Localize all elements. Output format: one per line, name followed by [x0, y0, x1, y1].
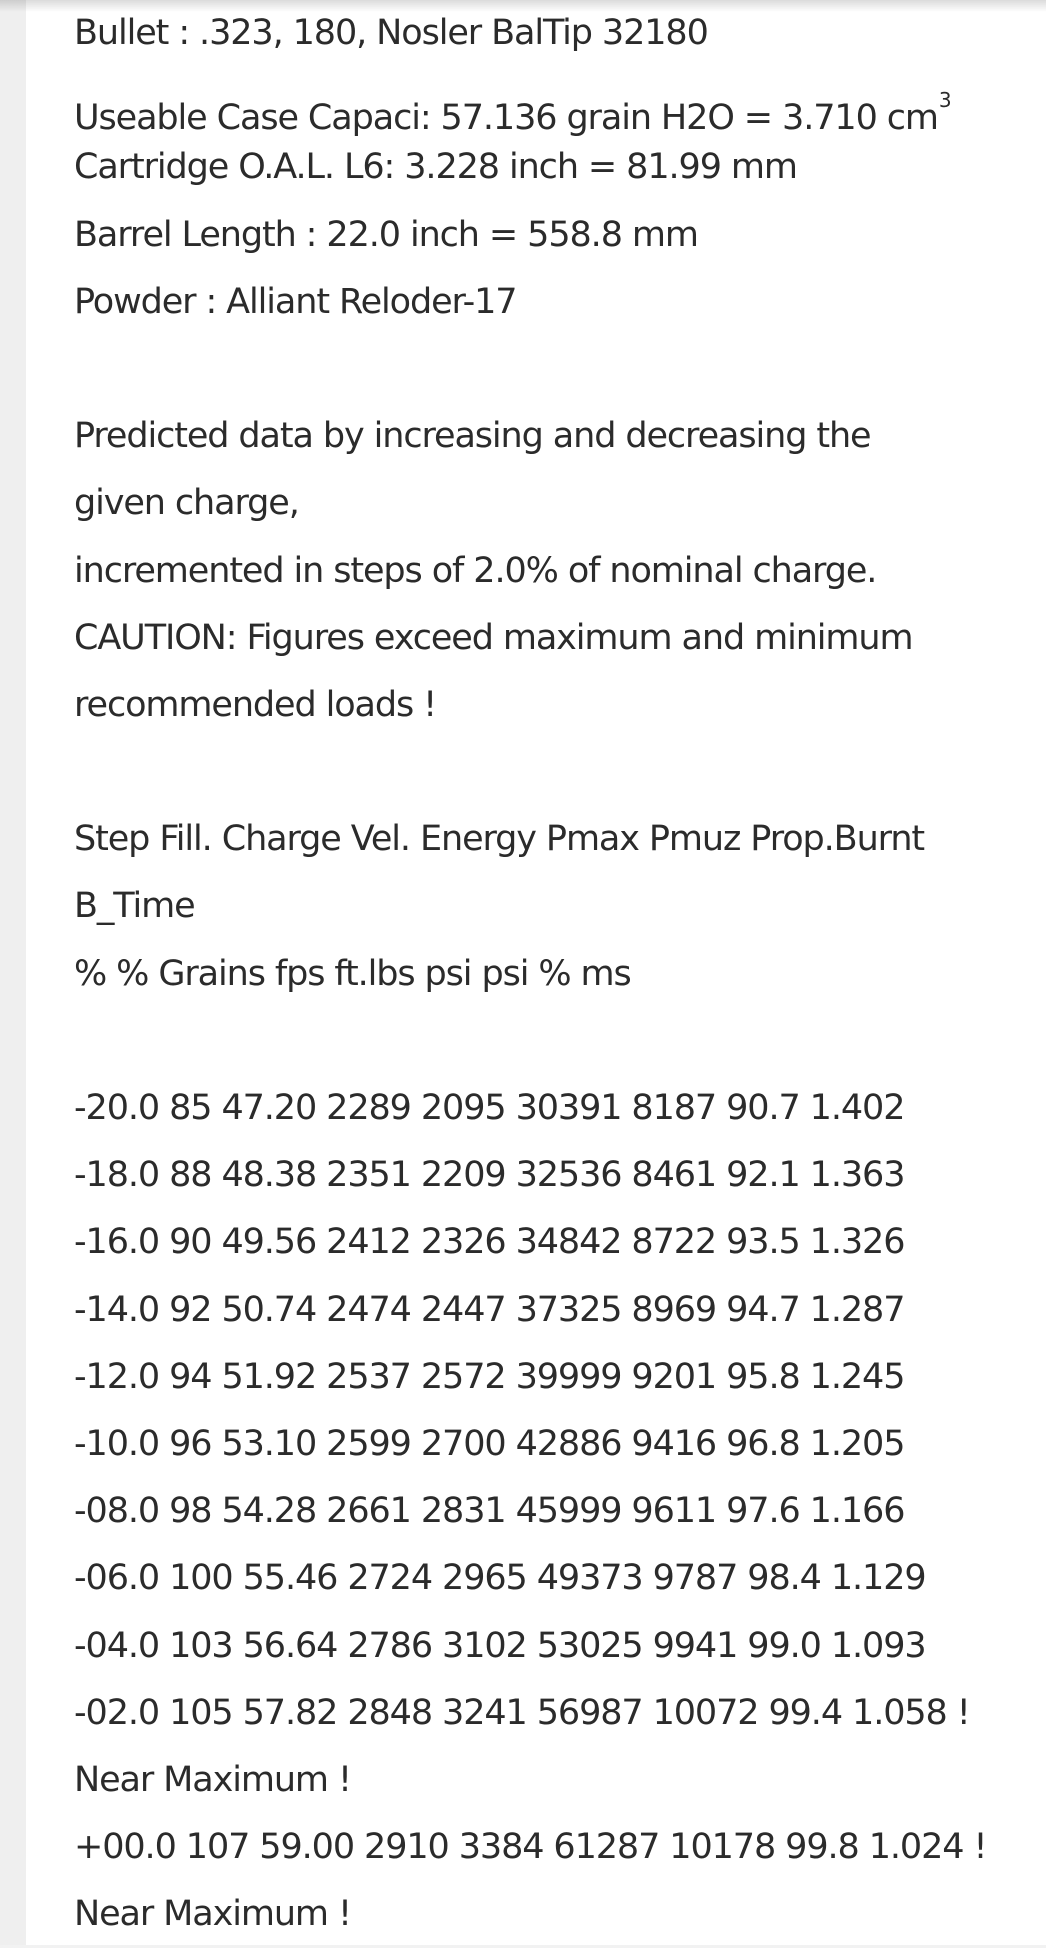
table-row: +00.0 107 59.00 2910 3384 61287 10178 99.8 1.024 ! — [74, 1827, 987, 1868]
table-row: -06.0 100 55.46 2724 2965 49373 9787 98.4 1.129 — [74, 1558, 926, 1599]
table-row: -14.0 92 50.74 2474 2447 37325 8969 94.7 1.287 — [74, 1289, 905, 1330]
table-row: -10.0 96 53.10 2599 2700 42886 9416 96.8 1.205 — [74, 1423, 905, 1464]
table-row: -12.0 94 51.92 2537 2572 39999 9201 95.8 1.245 — [74, 1356, 905, 1397]
paragraph-spacer — [74, 739, 1014, 806]
table-row: -08.0 98 54.28 2661 2831 45999 9611 97.6 1.166 — [74, 1491, 905, 1532]
near-maximum-note: Near Maximum ! — [74, 1894, 351, 1935]
caution-line-1: CAUTION: Figures exceed maximum and minimum — [74, 617, 913, 658]
table-row: -16.0 90 49.56 2412 2326 34842 8722 93.5 1.326 — [74, 1222, 905, 1263]
near-maximum-note: Near Maximum ! — [74, 1759, 351, 1800]
table-row: -02.0 105 57.82 2848 3241 56987 10072 99.4 1.058 ! — [74, 1692, 970, 1733]
paragraph-spacer — [74, 1008, 1014, 1075]
predicted-line-2: given charge, — [74, 483, 299, 524]
predicted-line-1: Predicted data by increasing and decreasing the — [74, 416, 871, 457]
cartridge-oal-line: Cartridge O.A.L. L6: 3.228 inch = 81.99 mm — [74, 147, 797, 188]
caution-line-2: recommended loads ! — [74, 684, 437, 725]
table-row: -04.0 103 56.64 2786 3102 53025 9941 99.0 1.093 — [74, 1625, 926, 1666]
left-gutter — [0, 0, 27, 1945]
powder-line: Powder : Alliant Reloder-17 — [74, 281, 517, 322]
barrel-length-line: Barrel Length : 22.0 inch = 558.8 mm — [74, 214, 698, 255]
table-row: -20.0 85 47.20 2289 2095 30391 8187 90.7 1.402 — [74, 1088, 905, 1128]
table-units-line: % % Grains fps ft.lbs psi psi % ms — [74, 953, 631, 994]
post-body — [74, 0, 1014, 1948]
case-capacity-line — [74, 67, 1014, 139]
cubic-superscript: 3 — [938, 88, 951, 113]
case-capacity-text: Useable Case Capaci: 57.136 grain H2O = 3.710 cm — [74, 98, 938, 139]
increment-line: incremented in steps of 2.0% of nominal charge. — [74, 550, 877, 591]
bullet-line: Bullet : .323, 180, Nosler BalTip 32180 — [74, 13, 708, 53]
table-row: -18.0 88 48.38 2351 2209 32536 8461 92.1 1.363 — [74, 1155, 905, 1196]
table-header-line-2: B_Time — [74, 886, 195, 927]
table-header-line-1: Step Fill. Charge Vel. Energy Pmax Pmuz Prop.Burnt — [74, 819, 925, 860]
paragraph-spacer — [74, 336, 1014, 403]
